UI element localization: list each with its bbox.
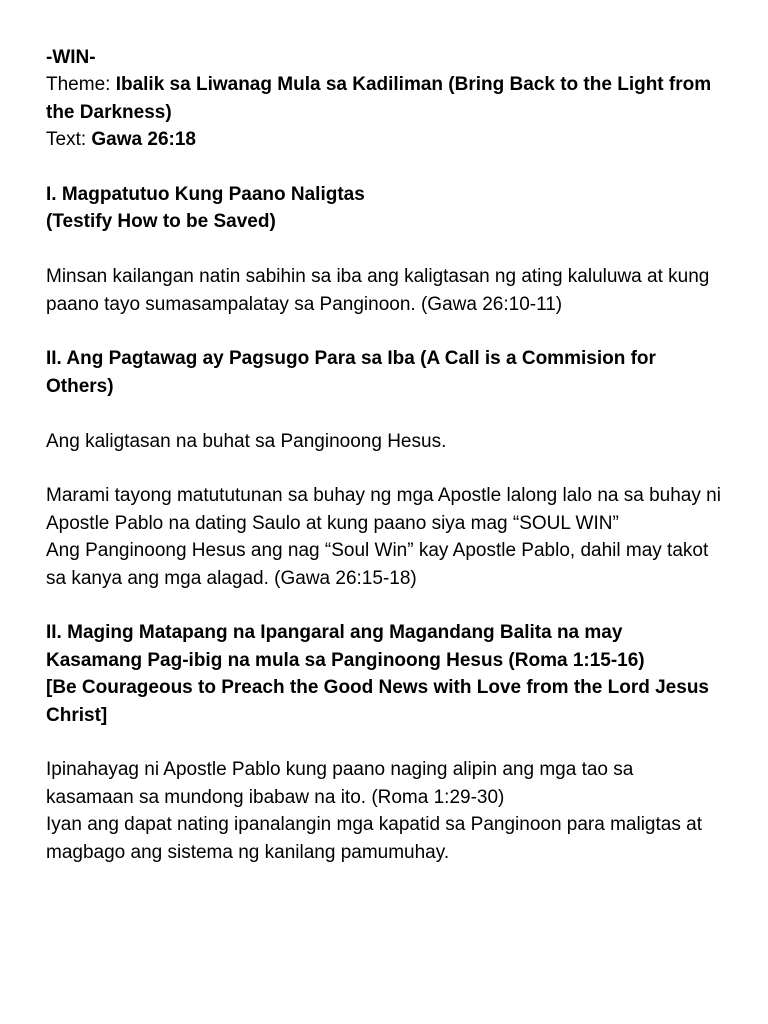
section-3-subheading: [Be Courageous to Preach the Good News with Love from the Lord Jesus Christ] xyxy=(46,677,709,726)
text-line xyxy=(46,126,722,153)
section-2-paragraph-3: Ang Panginoong Hesus ang nag “Soul Win” kay Apostle Pablo, dahil may takot sa kanya ang mga alagad. (Gawa 26:15-18) xyxy=(46,540,709,589)
spacer xyxy=(46,236,722,263)
spacer xyxy=(46,318,722,345)
theme-value: Ibalik sa Liwanag Mula sa Kadiliman (Bring Back to the Light from the Darkness) xyxy=(46,74,712,123)
theme-label: Theme: xyxy=(46,74,116,96)
section-2-heading: II. Ang Pagtawag ay Pagsugo Para sa Iba (A Call is a Commision for Others) xyxy=(46,348,656,397)
section-3-paragraph-2: Iyan ang dapat nating ipanalangin mga kapatid sa Panginoon para maligtas at magbago ang sistema ng kanilang pamumuhay. xyxy=(46,814,702,863)
section-1-heading: I. Magpatutuo Kung Paano Naligtas xyxy=(46,184,365,206)
text-label: Text: xyxy=(46,129,92,151)
spacer xyxy=(46,154,722,181)
section-2-paragraph-1: Ang kaligtasan na buhat sa Panginoong Hesus. xyxy=(46,430,447,452)
section-1-subheading: (Testify How to be Saved) xyxy=(46,211,276,233)
section-3-heading: II. Maging Matapang na Ipangaral ang Magandang Balita na may Kasamang Pag-ibig na mula sa Panginoong Hesus (Roma 1:15-16) xyxy=(46,622,645,671)
spacer xyxy=(46,400,722,427)
section-1-paragraph: Minsan kailangan natin sabihin sa iba ang kaligtasan ng ating kaluluwa at kung paano tayo sumasampalatay sa Panginoon. (Gawa 26:10-11) xyxy=(46,266,710,315)
spacer xyxy=(46,729,722,756)
text-value: Gawa 26:18 xyxy=(91,129,196,151)
theme-line xyxy=(46,71,722,126)
section-2-paragraph-2: Marami tayong matututunan sa buhay ng mga Apostle lalong lalo na sa buhay ni Apostle Pablo na dating Saulo at kung paano siya mag “SOUL WIN” xyxy=(46,485,721,534)
spacer xyxy=(46,592,722,619)
spacer xyxy=(46,455,722,482)
document-title: -WIN- xyxy=(46,47,96,68)
section-3-paragraph-1: Ipinahayag ni Apostle Pablo kung paano naging alipin ang mga tao sa kasamaan sa mundong ibabaw na ito. (Roma 1:29-30) xyxy=(46,759,634,808)
